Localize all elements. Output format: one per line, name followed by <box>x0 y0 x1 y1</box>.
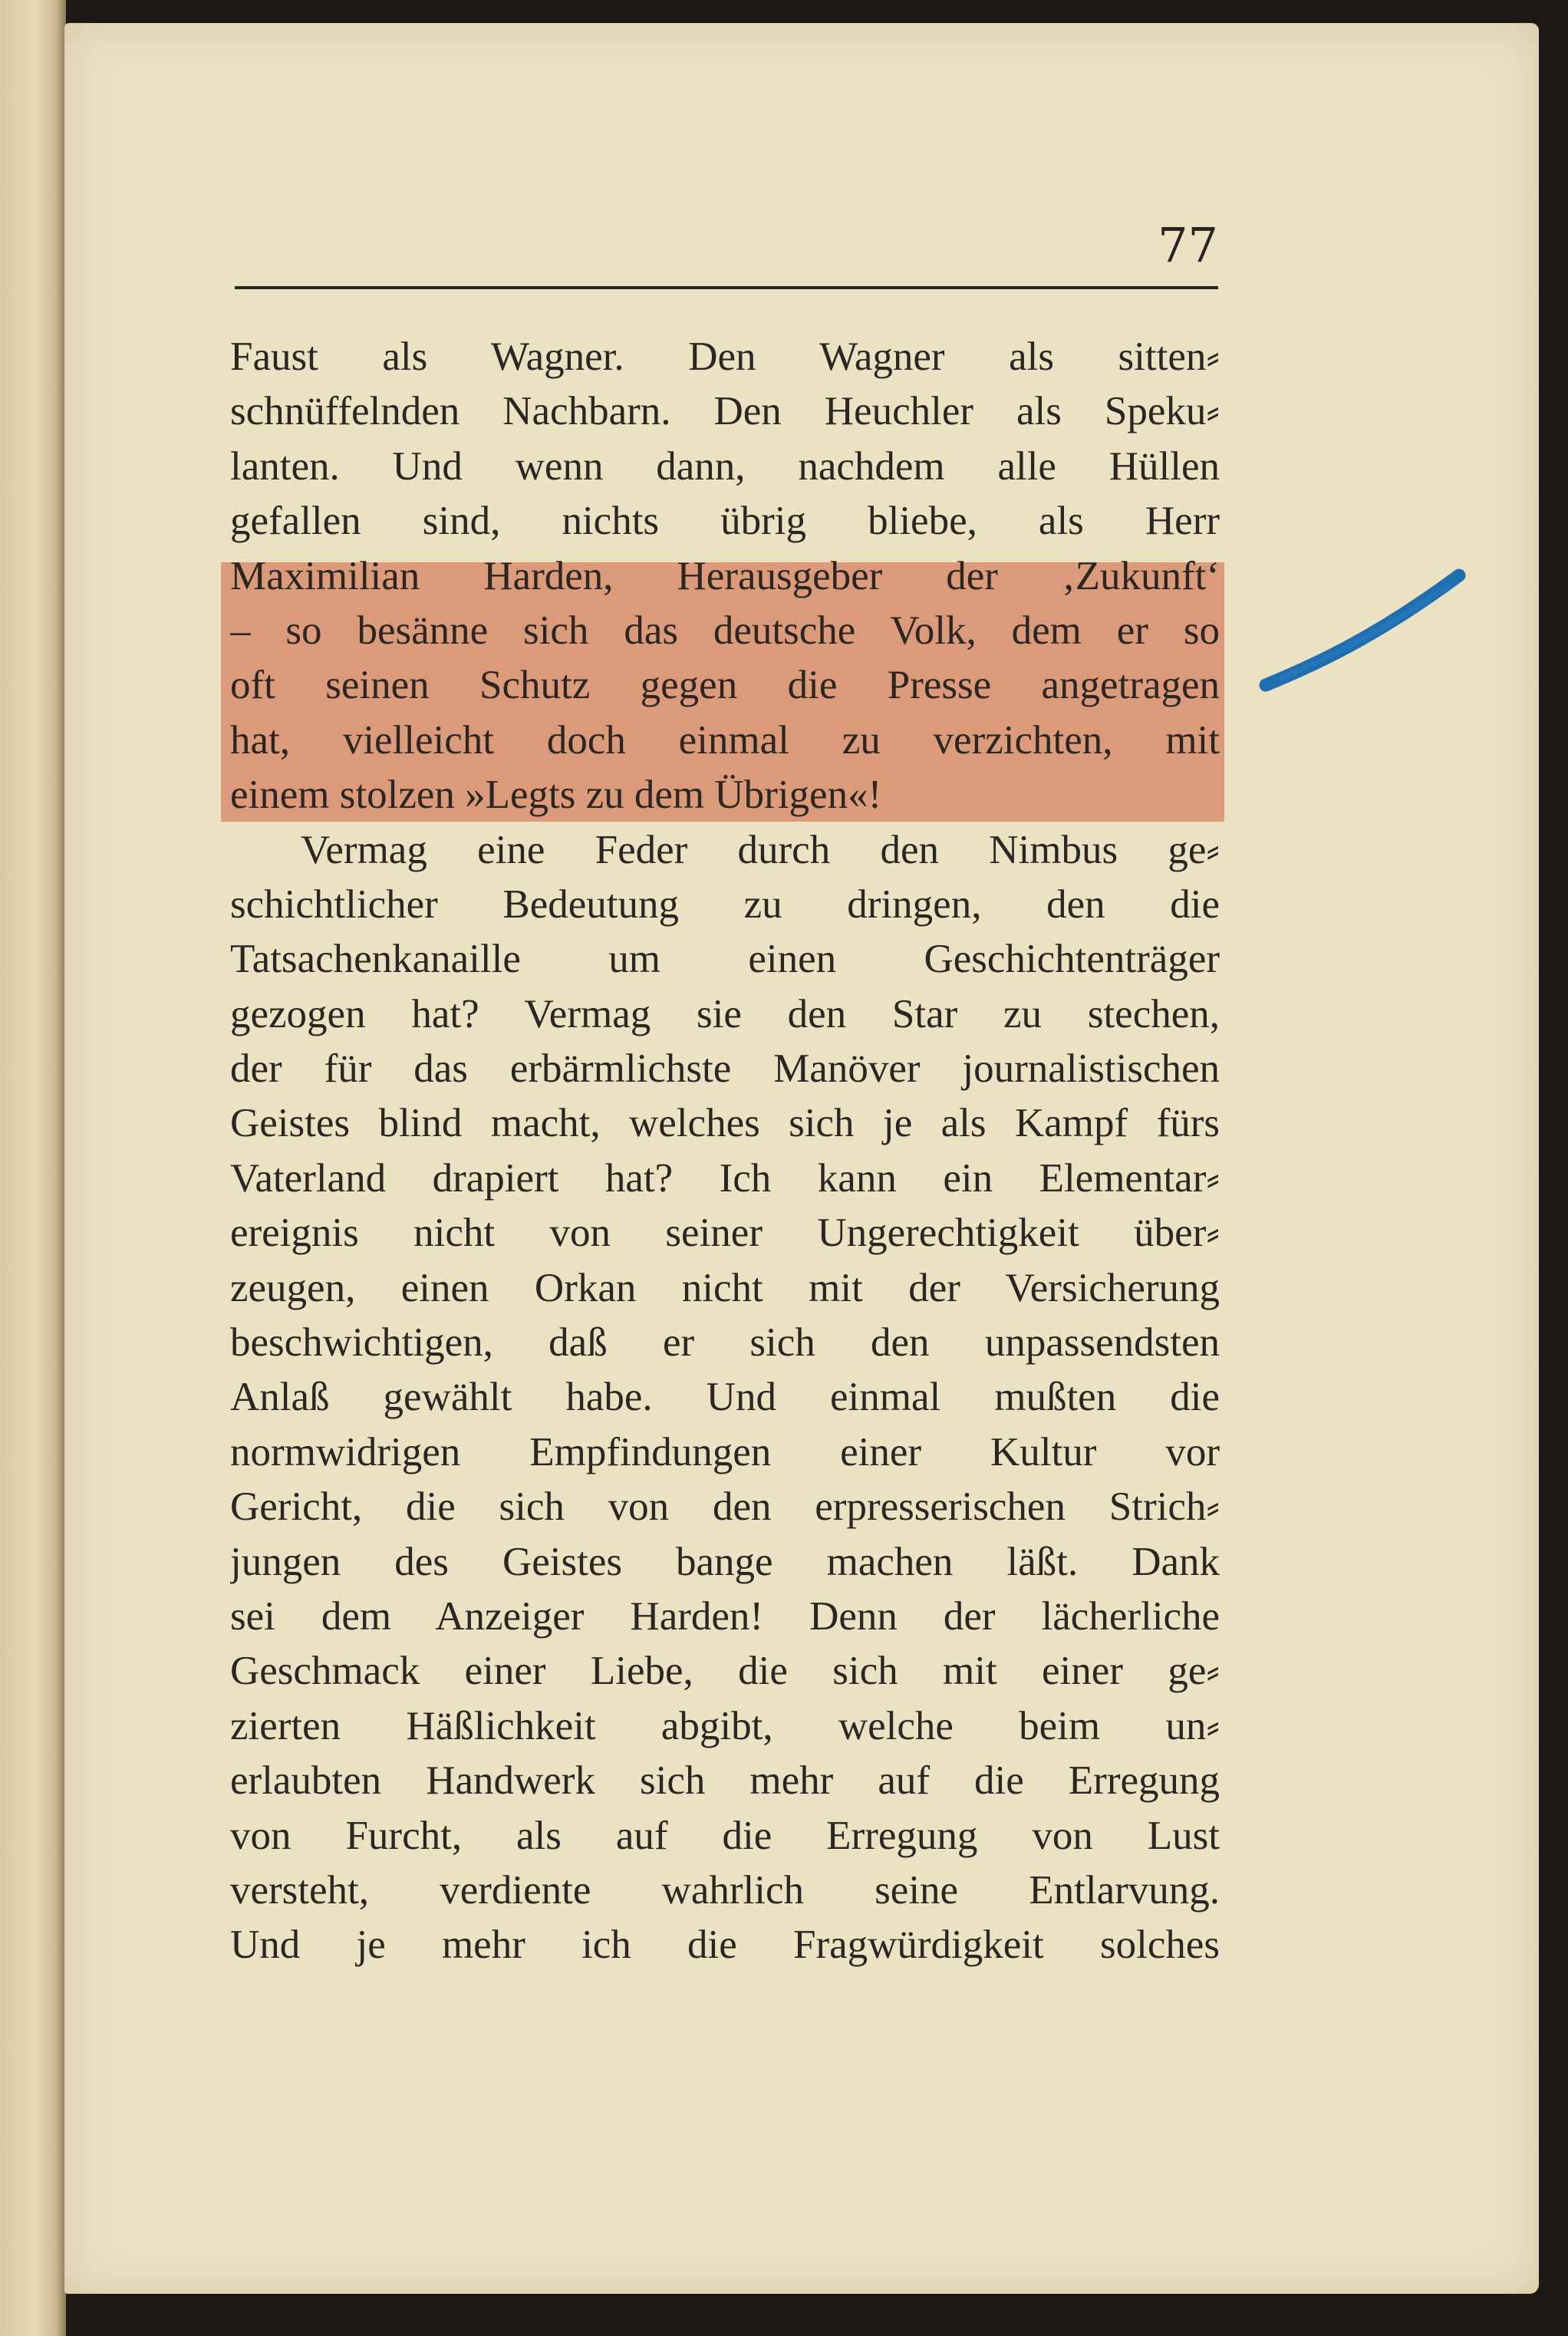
text-line: versteht, verdiente wahrlich seine Entlarvung. <box>230 1867 1220 1913</box>
text-line: beschwichtigen, daß er sich den unpassendsten <box>230 1320 1220 1366</box>
text-line: ereignis nicht von seiner Ungerechtigkeit über⸗ <box>230 1211 1220 1256</box>
text-line: Tatsachenkanaille um einen Geschichtenträger <box>230 937 1220 982</box>
text-line: Gericht, die sich von den erpresserischen Strich⸗ <box>230 1484 1220 1530</box>
blue-pen-mark <box>1258 558 1473 697</box>
text-line: gezogen hat? Vermag sie den Star zu stechen, <box>230 991 1220 1036</box>
page-number: 77 <box>1158 217 1218 273</box>
text-line: schnüffelnden Nachbarn. Den Heuchler als Speku⸗ <box>230 389 1220 434</box>
text-line: zeugen, einen Orkan nicht mit der Versicherung <box>230 1265 1220 1310</box>
text-line: Anlaß gewählt habe. Und einmal mußten die <box>230 1375 1220 1420</box>
text-line: lanten. Und wenn dann, nachdem alle Hüllen <box>230 443 1220 489</box>
text-line: Maximilian Harden, Herausgeber der ‚Zukunft‘ <box>230 553 1220 598</box>
text-line: Geschmack einer Liebe, die sich mit einer ge⸗ <box>230 1649 1220 1694</box>
text-line: Geistes blind macht, welches sich je als Kampf fürs <box>230 1101 1220 1146</box>
text-line: Faust als Wagner. Den Wagner als sitten⸗ <box>230 334 1220 379</box>
text-line: schichtlicher Bedeutung zu dringen, den die <box>230 881 1220 927</box>
text-line: erlaubten Handwerk sich mehr auf die Erregung <box>230 1758 1220 1804</box>
text-line: der für das erbärmlichste Manöver journalistischen <box>230 1046 1220 1092</box>
body-text <box>230 330 1220 1973</box>
paragraph-start-line: Vermag eine Feder durch den Nimbus ge⸗ <box>301 827 1220 872</box>
paragraph-end-line: einem stolzen »Legts zu dem Übrigen«! <box>230 773 882 818</box>
text-line: sei dem Anzeiger Harden! Denn der lächerliche <box>230 1593 1220 1639</box>
text-line: oft seinen Schutz gegen die Presse angetragen <box>230 663 1220 708</box>
text-line: Vaterland drapiert hat? Ich kann ein Elementar⸗ <box>230 1155 1220 1201</box>
text-line: Und je mehr ich die Fragwürdigkeit solches <box>230 1923 1220 1968</box>
text-line: normwidrigen Empfindungen einer Kultur vor <box>230 1429 1220 1474</box>
text-line: von Furcht, als auf die Erregung von Lust <box>230 1813 1220 1858</box>
text-line: jungen des Geistes bange machen läßt. Dank <box>230 1539 1220 1584</box>
text-line: gefallen sind, nichts übrig bliebe, als Herr <box>230 499 1220 544</box>
text-line: hat, vielleicht doch einmal zu verzichten, mit <box>230 717 1220 763</box>
text-line: zierten Häßlichkeit abgibt, welche beim un⸗ <box>230 1703 1220 1748</box>
header-rule <box>235 286 1218 289</box>
facing-page-edge <box>0 0 66 2336</box>
text-line: – so besänne sich das deutsche Volk, dem er so <box>230 608 1220 653</box>
